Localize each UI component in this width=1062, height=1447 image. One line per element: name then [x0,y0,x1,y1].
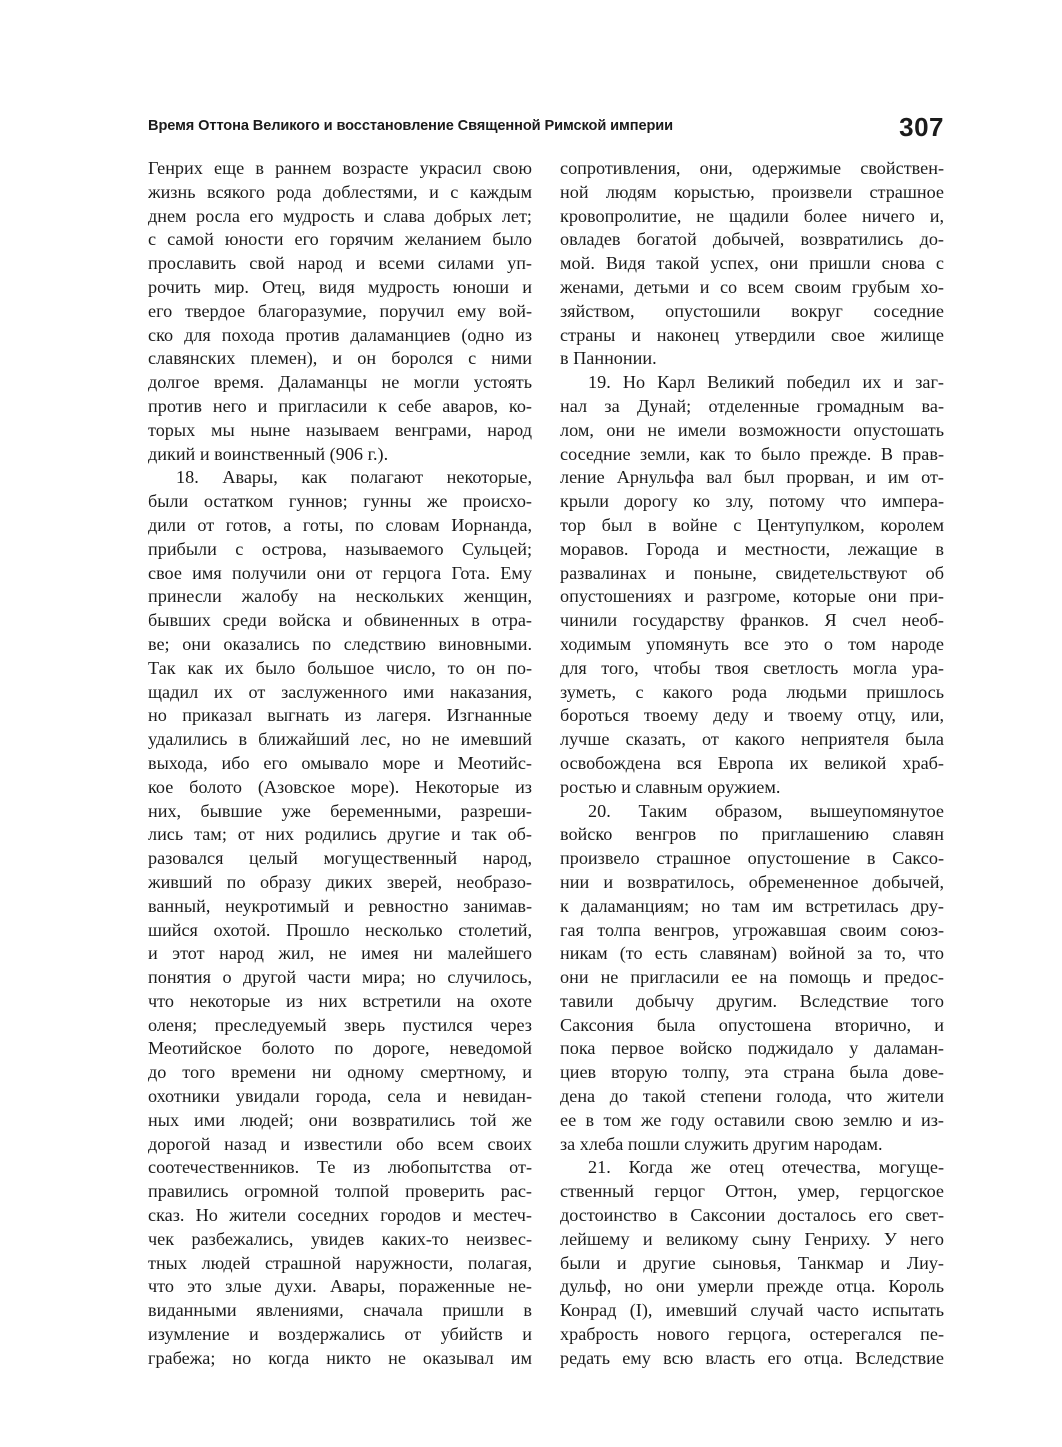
text-line: дульф, но они умерли прежде отца. Король [560,1276,944,1297]
text-line: шийся охотой. Прошло несколько столетий, [148,919,532,940]
text-line: Генрих еще в раннем возрасте украсил свою [148,158,532,178]
text-line: бывших среди войска и обвиненных в отра- [148,610,532,631]
text-line: нии и возвратилось, обремененное добычей, [560,871,944,892]
text-line: были остатком гуннов; гунны же происхо- [148,491,532,512]
text-line: торых мы ныне называем венграми, народ [148,419,532,440]
text-line: ве; они оказались по следствию виновными. [148,633,532,654]
text-line: Конрад (I), имевший случай часто испытать [560,1300,944,1321]
text-line: овладев богатой добычей, возвратились до- [560,229,944,250]
text-line: славянских племен), и он боролся с ними [148,348,532,369]
text-line: нал за Дунай; отделенные громадным ва- [560,395,944,416]
text-line: сопротивления, они, одержимые свойствен- [560,158,944,178]
text-line: были и другие сыновья, Танкмар и Лиу- [560,1252,944,1273]
text-line: ной людям корыстью, произвели страшное [560,181,944,202]
text-line: лейшему и великому сыну Генриху. У него [560,1228,944,1249]
text-line: правились огромной толпой проверить рас- [148,1181,532,1202]
text-line: что это злые духи. Авары, пораженные не- [148,1276,532,1297]
text-line: принесли жалобу на нескольких женщин, [148,586,532,607]
text-line: зяйством, опустошили вокруг соседние [560,300,944,321]
text-line: 21. Когда же отец отечества, могуще- [588,1157,944,1178]
text-line: Так как их было большое число, то он по- [148,657,532,678]
text-line: его твердое благоразумие, поручил ему вой- [148,300,532,321]
text-line: храбрость нового герцога, остерегался пе- [560,1324,944,1345]
text-line: тавили добычу другим. Вследствие того [560,990,944,1011]
text-line: 19. Но Карл Великий победил их и заг- [588,372,944,393]
text-line: к даламанциям; но там им встретилась дру- [560,895,944,916]
text-line: Меотийское болото по дороге, неведомой [148,1038,532,1059]
text-line: войско венгров по приглашению славян [560,824,944,845]
text-line: виданными явлениями, сначала пришли в [148,1300,532,1321]
text-line: живший по образу диких зверей, необразо- [148,871,532,892]
text-line: но приказал выгнать из лагеря. Изгнанные [148,705,532,726]
text-line: удалились в ближайший лес, но не имевший [148,729,532,750]
text-line: бороться твоему деду и твоему отцу, или, [560,705,944,726]
text-line: ходимым упомянуть все это о том народе [560,633,944,654]
text-line: в Паннонии. [560,348,657,369]
text-line: зуметь, с какого рода людьми пришлось [560,681,944,702]
text-line: лучше сказать, от какого неприятеля была [560,729,944,750]
text-line: сказ. Но жители соседних городов и местеч- [148,1205,532,1226]
text-line: циев вторую толпу, эта страна была дове- [560,1062,944,1083]
page-number: 307 [899,112,944,142]
text-line: страны и наконец утвердили свое жилище [560,324,944,345]
text-line: до того времени ни одному смертному, и [148,1062,532,1083]
text-line: 20. Таким образом, вышеупомянутое [588,800,944,821]
text-line: ванный, неукротимый и ревностно занимав- [148,895,532,916]
text-line: развалинах и поныне, свидетельствуют об [560,562,944,583]
text-line: днем росла его мудрость и слава добрых лет; [148,205,532,226]
text-line: чек разбежались, увидев каких-то неизвес- [148,1228,532,1249]
text-line: они не пригласили ее на помощь и предос- [560,967,944,988]
text-line: моравов. Города и местности, лежащие в [560,538,944,559]
text-line: пока первое войско поджидало у даламан- [560,1038,944,1059]
text-line: никам (то есть славянам) войной за то, что [560,943,944,964]
text-line: свое имя получили они от герцога Гота. Ему [148,562,532,583]
text-line: для того, чтобы твоя светлость могла ура- [560,657,944,678]
text-line: тор был в войне с Центупулком, королем [560,514,944,535]
text-line: долгое время. Даламанцы не могли устоять [148,372,532,393]
text-line: дикий и воинственный (906 г.). [148,443,389,464]
left-text-column [148,157,532,1371]
text-line: ростью и славным оружием. [560,776,781,797]
text-line: освобождена вся Европа их великой храб- [560,752,944,773]
text-line: охотники увидали города, села и невидан- [148,1086,532,1107]
text-line: ее в том же году оставили свою землю и из- [560,1109,944,1130]
text-line: за хлеба пошли служить другим народам. [560,1133,883,1154]
text-line: женами, детьми и со всем своим грубым хо- [560,276,944,297]
text-line: щадил их от заслуженного ими наказания, [148,681,532,702]
text-line: дена до такой степени голода, что жители [560,1086,944,1107]
text-line: оленя; преследуемый зверь пустился через [148,1014,532,1035]
text-line: понятия о другой части мира; но случилось, [148,967,532,988]
text-line: с самой юности его горячим желанием было [148,229,532,250]
right-text-column [560,157,944,1371]
text-line: дили от готов, а готы, по словам Иорнанда, [148,514,532,535]
text-line: дорогой назад и известили обо всем своих [148,1133,532,1154]
text-line: прибыли с острова, называемого Сульцей; [148,538,532,559]
running-header [148,114,944,144]
text-line: и этот народ жил, не имея ни малейшего [148,943,532,964]
text-line: прославить свой народ и всеми силами уп- [148,253,532,274]
text-line: Саксония была опустошена вторично, и [560,1014,944,1035]
text-line: жизнь всякого рода доблестями, и с каждым [148,181,532,202]
text-line: крыли дорогу ко злу, потому что импера- [560,491,944,512]
text-line: них, бывшие уже беременными, разреши- [148,800,532,821]
text-line: достоинство в Саксонии досталось его свет- [560,1205,944,1226]
text-line: редать ему всю власть его отца. Вследствие [560,1347,944,1368]
text-line: ско для похода против даламанциев (одно из [148,324,532,345]
text-line: ление Арнульфа вал был прорван, и им от- [560,467,944,488]
text-line: что некоторые из них встретили на охоте [148,990,532,1011]
text-line: опустошениях и разгроме, которые они при- [560,586,944,607]
text-line: кое болото (Азовское море). Некоторые из [148,776,532,797]
text-line: изумление и воздержались от убийств и [148,1324,532,1345]
running-title: Время Оттона Великого и восстановление Священной Римской империи [148,118,674,134]
text-line: ственный герцог Оттон, умер, герцогское [560,1181,944,1202]
text-line: кровопролитие, не щадили более ничего и, [560,205,944,226]
text-line: грабежа; но когда никто не оказывал им [148,1347,532,1368]
text-line: выхода, ибо его омывало море и Меотийс- [148,752,532,773]
text-line: рочить мир. Отец, видя мудрость юноши и [148,276,532,297]
text-line: тных людей страшной наружности, полагая, [148,1252,532,1273]
text-line: лом, они не имели возможности опустошать [560,419,944,440]
text-line: лись там; от них родились другие и так об- [148,824,532,845]
text-line: чинили государству франков. Я счел необ- [560,610,944,631]
text-line: ных ими людей; они возвратились той же [148,1109,532,1130]
text-line: разовался целый могущественный народ, [148,848,532,869]
text-line: мой. Видя такой успех, они пришли снова с [560,253,944,274]
text-line: гая толпа венгров, угрожавшая своим союз- [560,919,944,940]
text-line: соседние земли, как то было прежде. В прав- [560,443,944,464]
text-line: соотечественников. Те из любопытства от- [148,1157,532,1178]
text-line: произвело страшное опустошение в Саксо- [560,848,944,869]
text-line: 18. Авары, как полагают некоторые, [176,467,532,488]
text-line: против него и пригласили к себе аваров, ко- [148,395,532,416]
